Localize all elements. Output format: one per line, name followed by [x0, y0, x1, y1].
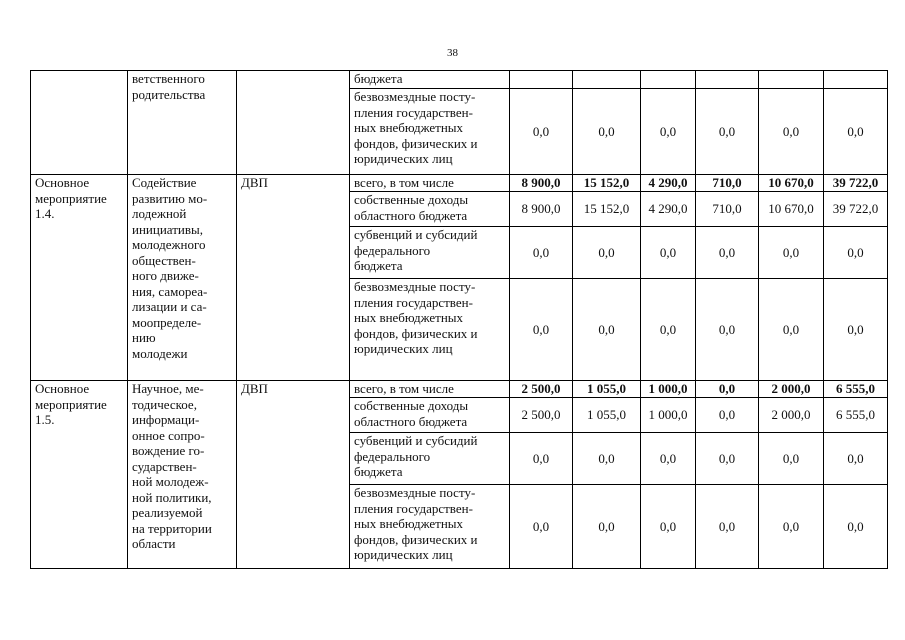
value-cell: 0,0 [573, 89, 641, 175]
value-cell: 0,0 [510, 433, 573, 485]
executor-cell [237, 71, 350, 175]
value-cell: 710,0 [696, 192, 759, 227]
value-cell: 1 055,0 [573, 381, 641, 398]
source-cell: безвозмездные посту- пления государствен- ных внебюджетных фондов, физических и юридических лиц [350, 485, 510, 569]
value-cell: 4 290,0 [641, 192, 696, 227]
value-cell: 0,0 [510, 279, 573, 381]
value-cell: 0,0 [696, 279, 759, 381]
activity-name-cell: Содействие развитию мо- лодежной инициативы, молодежного обществен- ного движе- ния, самореа- лизации и са- моопределе- нию молодежи [128, 175, 237, 381]
activity-code-cell: Основное мероприятие 1.4. [31, 175, 128, 381]
value-cell: 8 900,0 [510, 175, 573, 192]
value-cell [573, 71, 641, 89]
value-cell: 15 152,0 [573, 192, 641, 227]
value-cell: 0,0 [696, 89, 759, 175]
value-cell: 39 722,0 [824, 175, 888, 192]
table-row [31, 175, 888, 192]
value-cell: 0,0 [824, 89, 888, 175]
value-cell: 2 500,0 [510, 398, 573, 433]
value-cell: 2 500,0 [510, 381, 573, 398]
value-cell: 0,0 [573, 279, 641, 381]
value-cell [641, 71, 696, 89]
value-cell: 10 670,0 [759, 175, 824, 192]
source-cell: безвозмездные посту- пления государствен- ных внебюджетных фондов, физических и юридических лиц [350, 279, 510, 381]
table-row [31, 381, 888, 398]
value-cell: 0,0 [824, 227, 888, 279]
source-cell: всего, в том числе [350, 175, 510, 192]
value-cell: 0,0 [510, 227, 573, 279]
value-cell: 0,0 [641, 89, 696, 175]
page-number: 38 [447, 47, 458, 59]
executor-cell: ДВП [237, 381, 350, 569]
value-cell [696, 71, 759, 89]
value-cell: 0,0 [510, 485, 573, 569]
value-cell: 6 555,0 [824, 398, 888, 433]
source-cell: безвозмездные посту- пления государствен- ных внебюджетных фондов, физических и юридических лиц [350, 89, 510, 175]
source-cell: бюджета [350, 71, 510, 89]
activity-name-cell: ветственного родительства [128, 71, 237, 175]
value-cell: 0,0 [696, 433, 759, 485]
executor-cell: ДВП [237, 175, 350, 381]
value-cell: 1 000,0 [641, 381, 696, 398]
value-cell: 0,0 [824, 485, 888, 569]
activity-name-cell: Научное, ме- тодическое, информаци- онное сопро- вождение го- сударствен- ной молодеж- ной политики, реализуемой на территории области [128, 381, 237, 569]
value-cell: 0,0 [759, 485, 824, 569]
value-cell: 0,0 [759, 227, 824, 279]
value-cell: 0,0 [759, 89, 824, 175]
budget-table [30, 70, 888, 569]
value-cell: 4 290,0 [641, 175, 696, 192]
value-cell: 0,0 [573, 433, 641, 485]
source-cell: всего, в том числе [350, 381, 510, 398]
code-cell [31, 71, 128, 175]
value-cell [759, 71, 824, 89]
value-cell: 2 000,0 [759, 398, 824, 433]
source-cell: собственные доходы областного бюджета [350, 398, 510, 433]
value-cell: 0,0 [696, 381, 759, 398]
value-cell: 0,0 [641, 279, 696, 381]
value-cell: 0,0 [759, 433, 824, 485]
table-row [31, 71, 888, 89]
value-cell: 2 000,0 [759, 381, 824, 398]
value-cell: 0,0 [759, 279, 824, 381]
value-cell: 0,0 [696, 227, 759, 279]
value-cell [510, 71, 573, 89]
value-cell: 10 670,0 [759, 192, 824, 227]
value-cell: 0,0 [696, 398, 759, 433]
value-cell: 39 722,0 [824, 192, 888, 227]
value-cell: 1 000,0 [641, 398, 696, 433]
value-cell: 0,0 [641, 433, 696, 485]
value-cell: 0,0 [641, 485, 696, 569]
source-cell: собственные доходы областного бюджета [350, 192, 510, 227]
value-cell: 0,0 [573, 227, 641, 279]
value-cell: 0,0 [696, 485, 759, 569]
value-cell: 0,0 [510, 89, 573, 175]
value-cell: 1 055,0 [573, 398, 641, 433]
value-cell: 0,0 [824, 279, 888, 381]
value-cell: 15 152,0 [573, 175, 641, 192]
value-cell [824, 71, 888, 89]
activity-code-cell: Основное мероприятие 1.5. [31, 381, 128, 569]
value-cell: 710,0 [696, 175, 759, 192]
value-cell: 8 900,0 [510, 192, 573, 227]
value-cell: 6 555,0 [824, 381, 888, 398]
value-cell: 0,0 [824, 433, 888, 485]
source-cell: субвенций и субсидий федерального бюджета [350, 433, 510, 485]
value-cell: 0,0 [641, 227, 696, 279]
value-cell: 0,0 [573, 485, 641, 569]
source-cell: субвенций и субсидий федерального бюджета [350, 227, 510, 279]
